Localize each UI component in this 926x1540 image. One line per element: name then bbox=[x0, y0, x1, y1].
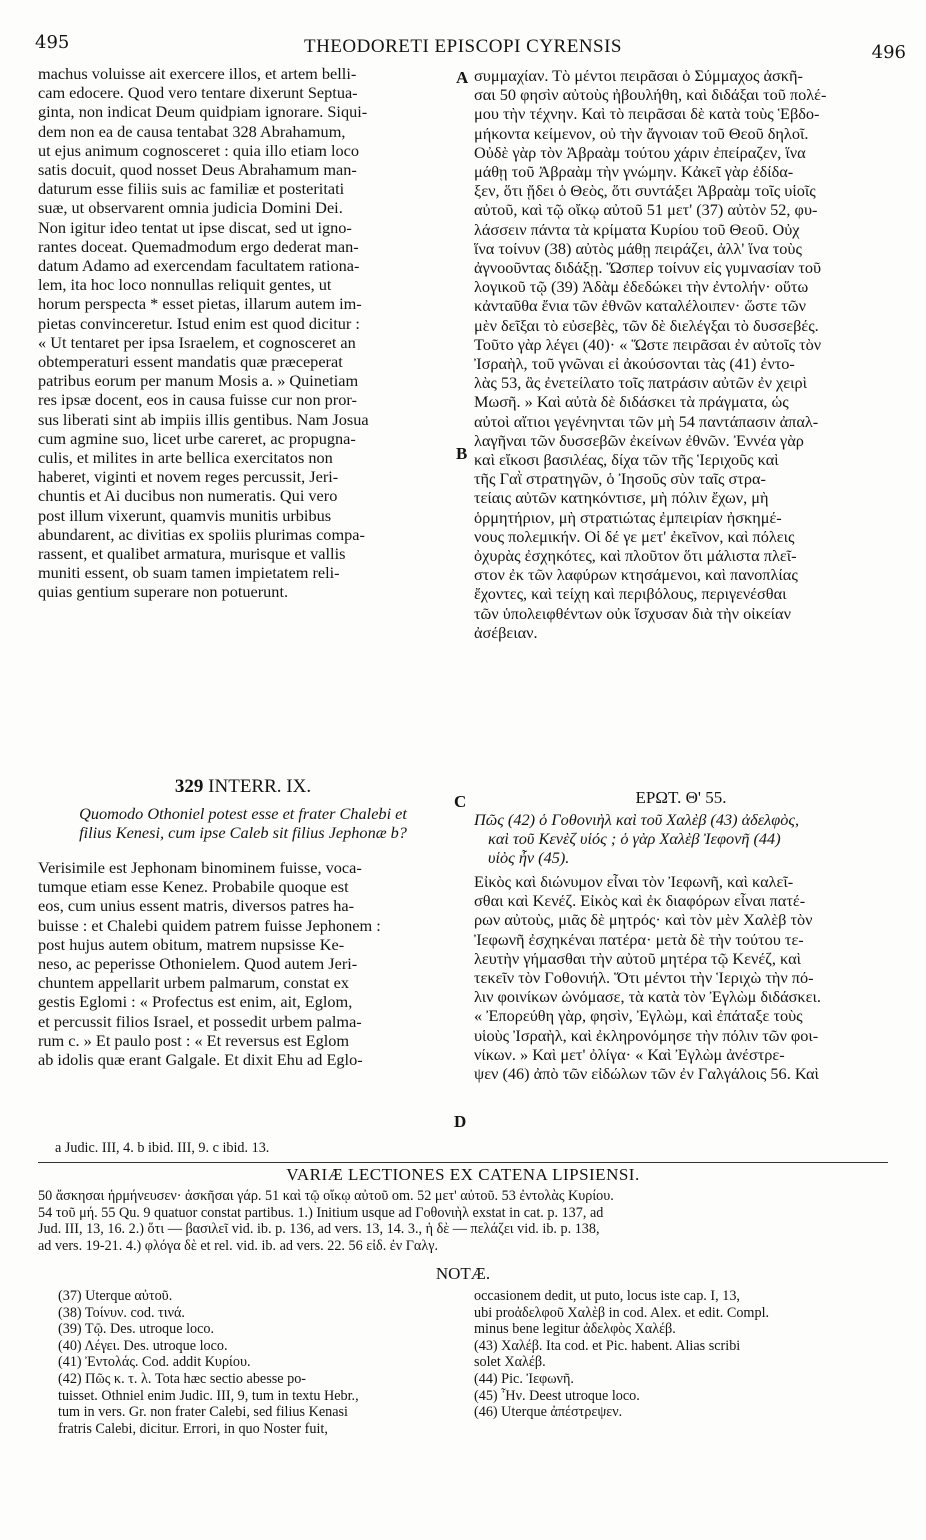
latin-line: ab idolis quæ erant Galgale. Et dixit Ehu ad Eglo- bbox=[38, 1050, 363, 1070]
greek-line: μὲν δεῖξαι τὸ εὐσεβὲς, τῶν δὲ διελέγξαι τὸ δυσσεβές. bbox=[474, 315, 819, 335]
latin-line: et percussit filios Israel, et possedit urbem palma- bbox=[38, 1011, 362, 1031]
variae-title: VARIÆ LECTIONES EX CATENA LIPSIENSI. bbox=[286, 1165, 640, 1184]
note-line: (38) Τοίνυν. cod. τινά. bbox=[58, 1304, 185, 1321]
latin-line: sus liberati sint ab impiis illis gentibus. Nam Josua bbox=[38, 409, 369, 429]
latin-column-bottom bbox=[38, 858, 448, 1069]
greek-line: « Ἐπορεύθη γὰρ, φησὶν, Ἐγλὼμ, καὶ ἐπάταξε τοὺς bbox=[474, 1006, 803, 1026]
latin-line: chuntis et Ai ducibus non numeratis. Qui vero bbox=[38, 486, 338, 506]
page-number-left: 495 bbox=[35, 32, 70, 53]
greek-line: ὀχυρὰς ἐσχηκότες, καὶ πλοῦτον ὅτι μάλιστα πλεῖ- bbox=[474, 546, 797, 566]
latin-line: cum agmine suo, licet urbe careret, ac propugna- bbox=[38, 428, 356, 448]
note-line: (43) Χαλέβ. Ita cod. et Pic. habent. Alias scribi bbox=[474, 1337, 741, 1354]
latin-line: post hujus autem obitum, matrem nupsisse Ke- bbox=[38, 934, 345, 954]
greek-section-heading: ΕΡΩΤ. Θ' 55. bbox=[635, 788, 727, 807]
latin-footnotes: a Judic. III, 4. b ibid. III, 9. c ibid. 13. bbox=[55, 1140, 270, 1156]
latin-line: suæ, ut observarent omnia judicia Domini Dei. bbox=[38, 198, 343, 218]
greek-line: νους πολεμικήν. Οἱ δέ γε μετ' ἐκεῖνον, καὶ πόλεις bbox=[474, 526, 795, 546]
greek-line: αὐτοῦ, καὶ τῷ οἴκῳ αὐτοῦ 51 μετ' (37) αὐτὸν 52, φυ- bbox=[474, 200, 818, 220]
latin-line: tumque etiam esse Kenez. Probabile quoque est bbox=[38, 877, 349, 897]
note-line: (40) Λέγει. Des. utroque loco. bbox=[58, 1337, 228, 1354]
latin-line: rum c. » Et paulo post : « Et reversus est Eglom bbox=[38, 1030, 350, 1050]
greek-line: λογικοῦ τῷ (39) Ἀδὰμ ἐδεδώκει τὴν ἐντολήν· οὕτω bbox=[474, 277, 809, 297]
greek-line: ρων αὐτοὺς, μιᾶς δὲ μητρός· καὶ τὸν μὲν Χαλὲβ τὸν bbox=[474, 910, 813, 930]
latin-line: patribus eorum per manum Mosis a. » Quinetiam bbox=[38, 371, 359, 391]
note-line: ubi proἀδελφοῦ Χαλὲβ in cod. Alex. et edit. Compl. bbox=[474, 1304, 770, 1321]
latin-question-line: Quomodo Othoniel potest esse et frater Chalebi et bbox=[79, 804, 407, 823]
note-line: (46) Uterque ἀπέστρεψεν. bbox=[474, 1404, 623, 1421]
note-line: (45) Ἦν. Deest utroque loco. bbox=[474, 1387, 640, 1404]
latin-line: buisse : et Chalebi quidem patrem fuisse Jephonem : bbox=[38, 915, 381, 935]
greek-column-top bbox=[474, 66, 888, 642]
greek-line: ξεν, ὅτι ᾔδει ὁ Θεὸς, ὅτι συντάξει Ἀβραὰμ τοῖς υἱοῖς bbox=[474, 181, 816, 201]
margin-letter-b: B bbox=[456, 444, 468, 463]
greek-line: Ἰεφωνῆ ἐσχηκέναι πατέρα· μετὰ δὲ τὴν τούτου τε- bbox=[474, 929, 804, 949]
latin-line: Non igitur ideo tentat ut ipse discat, sed ut igno- bbox=[38, 217, 352, 237]
greek-line: μάθῃ τοῦ Ἀβραὰμ τὴν γνώμην. Κἀκεῖ γὰρ ἐδίδα- bbox=[474, 162, 794, 182]
note-line: tum in vers. Gr. non frater Calebi, sed filius Kenasi bbox=[58, 1404, 348, 1421]
divider bbox=[38, 1162, 888, 1163]
note-line: (42) Πῶς κ. τ. λ. Tota hæc sectio abesse po- bbox=[58, 1370, 307, 1387]
greek-line: τῆς Γαῒ στρατηγῶν, ὁ Ἰησοῦς σὺν ταῖς στρα- bbox=[474, 469, 766, 489]
note-line: solet Χαλέβ. bbox=[474, 1354, 546, 1371]
greek-line: ἵνα τοίνυν (38) αὐτὸς μάθῃ πειράζει, ἀλλ' ἵνα τοὺς bbox=[474, 238, 802, 258]
latin-section-number: 329 bbox=[174, 776, 204, 797]
notae-title: NOTÆ. bbox=[435, 1264, 491, 1283]
greek-question-line: Πῶς (42) ὁ Γοθονιὴλ καὶ τοῦ Χαλὲβ (43) ἀδελφὸς, bbox=[474, 810, 800, 829]
note-line: minus bene legitur ἀδελφὸς Χαλέβ. bbox=[474, 1321, 676, 1338]
latin-section-heading bbox=[38, 776, 448, 798]
running-title: THEODORETI EPISCOPI CYRENSIS bbox=[303, 36, 623, 57]
greek-line: λευτὴν γήμασθαι τὴν αὐτοῦ μητέρα τῷ Κενέζ, καὶ bbox=[474, 948, 802, 968]
note-line: (41) Ἐντολάς. Cod. addit Κυρίου. bbox=[58, 1354, 251, 1371]
latin-line: « Ut tentaret per ipsa Israelem, et cognosceret an bbox=[38, 332, 356, 352]
margin-letter-a: A bbox=[456, 68, 469, 87]
greek-line: τῶν ὑπολειφθέντων οὐκ ἴσχυσαν διὰ τὴν οἰκείαν bbox=[474, 603, 791, 623]
note-line: (39) Τῷ. Des. utroque loco. bbox=[58, 1321, 215, 1338]
latin-line: obtemperaturi essent mandatis quæ præceperat bbox=[38, 352, 343, 372]
latin-line: abundarent, ac divitias ex spoliis plurimas compa- bbox=[38, 524, 365, 544]
latin-question-line: filius Kenesi, cum ipse Caleb sit filius Jephonæ b? bbox=[79, 823, 407, 843]
greek-question bbox=[474, 810, 888, 868]
greek-line: λαγῆναι τῶν δυσσεβῶν ἐκείνων ἐθνῶν. Ἐννέα γὰρ bbox=[474, 430, 804, 450]
latin-line: datum Adamo ad exercendam facultatem rationa- bbox=[38, 256, 360, 276]
latin-line: horum perspecta * esset pietas, illarum autem im- bbox=[38, 294, 362, 314]
greek-line: υἱοὺς Ἰσραὴλ, καὶ ἐκληρονόμησε τὴν πόλιν τῶν φοι- bbox=[474, 1025, 819, 1045]
variae-line: ad vers. 19-21. 4.) φλόγα δὲ et rel. vid. ib. ad vers. 22. 56 εἰδ. ἐν Γαλγ. bbox=[38, 1237, 439, 1254]
greek-line: Ἰσραὴλ, τοῦ γνῶναι εἰ ἀκούσονται τὰς (41) ἐντο- bbox=[474, 354, 795, 374]
greek-line: ἀσέβειαν. bbox=[474, 622, 538, 642]
greek-question-line: υἱὸς ἦν (45). bbox=[488, 848, 570, 868]
margin-letter-c: C bbox=[454, 792, 467, 811]
latin-line: rassent, et qualibet armatura, murisque et vallis bbox=[38, 544, 346, 564]
greek-line: μου τὴν τέχνην. Καὶ τὸ πειρᾶσαι δὲ κατὰ τοὺς Ἑβδο- bbox=[474, 104, 820, 124]
greek-line: στον ἐκ τῶν λαφύρων κτησάμενοι, καὶ πανοπλίας bbox=[474, 565, 798, 585]
variae-line: 50 ἄσκησαι ἡρμήνευσεν· ἀσκῆσαι γάρ. 51 καὶ τῷ οἴκῳ αὐτοῦ om. 52 μετ' αὐτοῦ. 53 ἐντολὰς Κυρίου. bbox=[38, 1188, 614, 1204]
latin-line: ginta, non indicat Deum quidpiam ignorare. Siqui- bbox=[38, 102, 368, 122]
latin-line: quias gentium superare non potuerunt. bbox=[38, 582, 289, 602]
note-line: (37) Uterque αὐτοῦ. bbox=[58, 1288, 173, 1304]
latin-line: machus voluisse ait exercere illos, et artem belli- bbox=[38, 64, 357, 83]
latin-line: chuntem appellarit urbem palmarum, constat ex bbox=[38, 973, 350, 993]
greek-line: λιν φοινίκων ὠνόμασε, τὰ κατὰ τὸν Ἐγλὼμ διδάσκει. bbox=[474, 987, 821, 1007]
greek-line: λάσσειν πάντα τὰ κρίματα Κυρίου τοῦ Θεοῦ. Οὐχ bbox=[474, 219, 800, 239]
latin-line: cam edocere. Quod vero tentare dixerunt Septua- bbox=[38, 83, 358, 103]
greek-line: σθαι καὶ Κενέζ. Εἰκὸς καὶ ἐκ διαφόρων εἶναι πατέ- bbox=[474, 891, 806, 911]
latin-line: gestis Eglomi : « Profectus est enim, ait, Eglom, bbox=[38, 992, 353, 1012]
note-line: tuisset. Othniel enim Judic. III, 9, tum in textu Hebr., bbox=[58, 1387, 359, 1404]
variae-line: 54 τοῦ μή. 55 Qu. 9 quatuor constat partibus. 1.) Initium usque ad Γοθονιὴλ exstat in cat. p. 137, ad bbox=[38, 1204, 604, 1221]
note-line: fratris Calebi, dicitur. Errori, in quo Noster fuit, bbox=[58, 1420, 328, 1437]
greek-line: μήκοντα κείμενον, οὐ τὴν ἄγνοιαν τοῦ Θεοῦ δηλοῖ. bbox=[474, 123, 809, 143]
latin-section-title: INTERR. IX. bbox=[208, 776, 312, 797]
running-header bbox=[0, 26, 926, 68]
latin-line: haberet, viginti et novem reges percussit, Jeri- bbox=[38, 467, 339, 487]
greek-line: λὰς 53, ἃς ἐνετείλατο τοῖς πατράσιν αὐτῶν ἐν χειρὶ bbox=[474, 373, 808, 393]
greek-line: τεκεῖν τὸν Γοθονιήλ. Ὅτι μέντοι τὴν Ἱεριχὼ τὴν πό- bbox=[474, 968, 814, 988]
note-line: (44) Pic. Ἰεφωνῆ. bbox=[474, 1370, 574, 1387]
greek-line: Τοῦτο γὰρ λέγει (40)· « Ὥστε πειρᾶσαι ἐν αὐτοῖς τὸν bbox=[474, 334, 822, 354]
latin-line: pietas convinceretur. Istud enim est quod dicitur : bbox=[38, 313, 360, 333]
latin-line: dem non ea de causa tentabat 328 Abrahamum, bbox=[38, 121, 346, 141]
page-number-right: 496 bbox=[871, 42, 906, 63]
greek-line: ἀγνοοῦντας διδάξῃ. Ὥσπερ τοίνυν εἰς γυμνασίαν τοῦ bbox=[474, 258, 822, 278]
greek-line: Εἰκὸς καὶ διώνυμον εἶναι τὸν Ἰεφωνῆ, καὶ καλεῖ- bbox=[474, 872, 794, 891]
notae-right bbox=[474, 1288, 888, 1421]
greek-line: σαι 50 φησὶν αὐτοὺς ἠβουλήθη, καὶ διδάξαι τοῦ πολέ- bbox=[474, 85, 827, 105]
latin-column-top bbox=[38, 64, 448, 602]
margin-letter-d: D bbox=[454, 1112, 467, 1131]
notae-left bbox=[58, 1288, 458, 1437]
latin-line: post illum vixerunt, quamvis munitis urbibus bbox=[38, 505, 332, 525]
latin-line: satis docuit, quod nosset Deus Abrahamum man- bbox=[38, 160, 357, 180]
greek-line: καὶ εἴκοσι βασιλέας, δίχα τῶν τῆς Ἱεριχοῦς καὶ bbox=[474, 450, 779, 470]
variae-lines bbox=[38, 1188, 890, 1254]
greek-question-line: καὶ τοῦ Κενὲζ υἱός ; ὁ γὰρ Χαλὲβ Ἰεφονῆ (44) bbox=[488, 829, 781, 849]
greek-column-bottom bbox=[474, 872, 888, 1083]
greek-line: τείαις αὐτῶν κατηκόντισε, μὴ πόλιν ἔχων, μὴ bbox=[474, 488, 769, 508]
greek-line: κἀνταῦθα ἔνια τῶν ἐθνῶν καταλέλοιπεν· ὥστε τῶν bbox=[474, 296, 806, 316]
latin-line: ut ejus animum cognosceret : quia illo etiam loco bbox=[38, 140, 360, 160]
latin-line: lem, ita hoc loco nonnullas reliquit gentes, ut bbox=[38, 275, 332, 295]
variae-line: Jud. III, 13, 16. 2.) ὅτι — βασιλεῖ vid. ib. p. 136, ad vers. 13, 14. 3., ἡ δὲ — πελάζει vid. ib. p. 138, bbox=[38, 1221, 600, 1238]
greek-line: αὐτοὶ αἴτιοι γεγένηνται τῶν μὴ 54 παντάπασιν ἀπαλ- bbox=[474, 411, 819, 431]
latin-line: muniti essent, ob suam tamen impietatem reli- bbox=[38, 563, 340, 583]
greek-line: Οὐδὲ γὰρ τὸν Ἀβραὰμ τούτου χάριν ἐπείραζεν, ἵνα bbox=[474, 142, 806, 162]
latin-line: neso, ac peperisse Othonielem. Quod autem Jeri- bbox=[38, 954, 358, 974]
latin-question bbox=[38, 804, 448, 842]
note-line: occasionem dedit, ut puto, locus iste cap. I, 13, bbox=[474, 1288, 740, 1304]
latin-line: res ipsæ docent, eos in causa fuisse cur non pror- bbox=[38, 390, 357, 410]
greek-line: Μωσῆ. » Καὶ αὐτὰ δὲ διδάσκει τὰ πράγματα, ὡς bbox=[474, 392, 789, 412]
greek-line: ψεν (46) ἀπὸ τῶν εἰδώλων τῶν ἐν Γαλγάλοις 56. Καὶ bbox=[474, 1064, 819, 1084]
latin-line: eos, cum unius essent matris, diversos patres ha- bbox=[38, 896, 355, 916]
latin-line: Verisimile est Jephonam binominem fuisse, voca- bbox=[38, 858, 362, 877]
latin-line: daturum esse filiis suis ac familiæ et posteritati bbox=[38, 179, 345, 199]
greek-line: ὁρμητήριον, μὴ στρατιώτας ἐμπειρίαν ἠσκημέ- bbox=[474, 507, 782, 527]
latin-line: rantes doceat. Quemadmodum ergo dederat man- bbox=[38, 236, 359, 256]
latin-line: culis, et milites in arte bellica exercitatos non bbox=[38, 448, 333, 468]
greek-line: νίκων. » Καὶ μετ' ὀλίγα· « Καὶ Ἐγλὼμ ἀνέστρε- bbox=[474, 1044, 785, 1064]
greek-line: ἔχοντες, καὶ τείχη καὶ περιβόλους, περιγενέσθαι bbox=[474, 584, 787, 604]
greek-line: συμμαχίαν. Τὸ μέντοι πειρᾶσαι ὁ Σύμμαχος ἀσκῆ- bbox=[474, 66, 803, 85]
